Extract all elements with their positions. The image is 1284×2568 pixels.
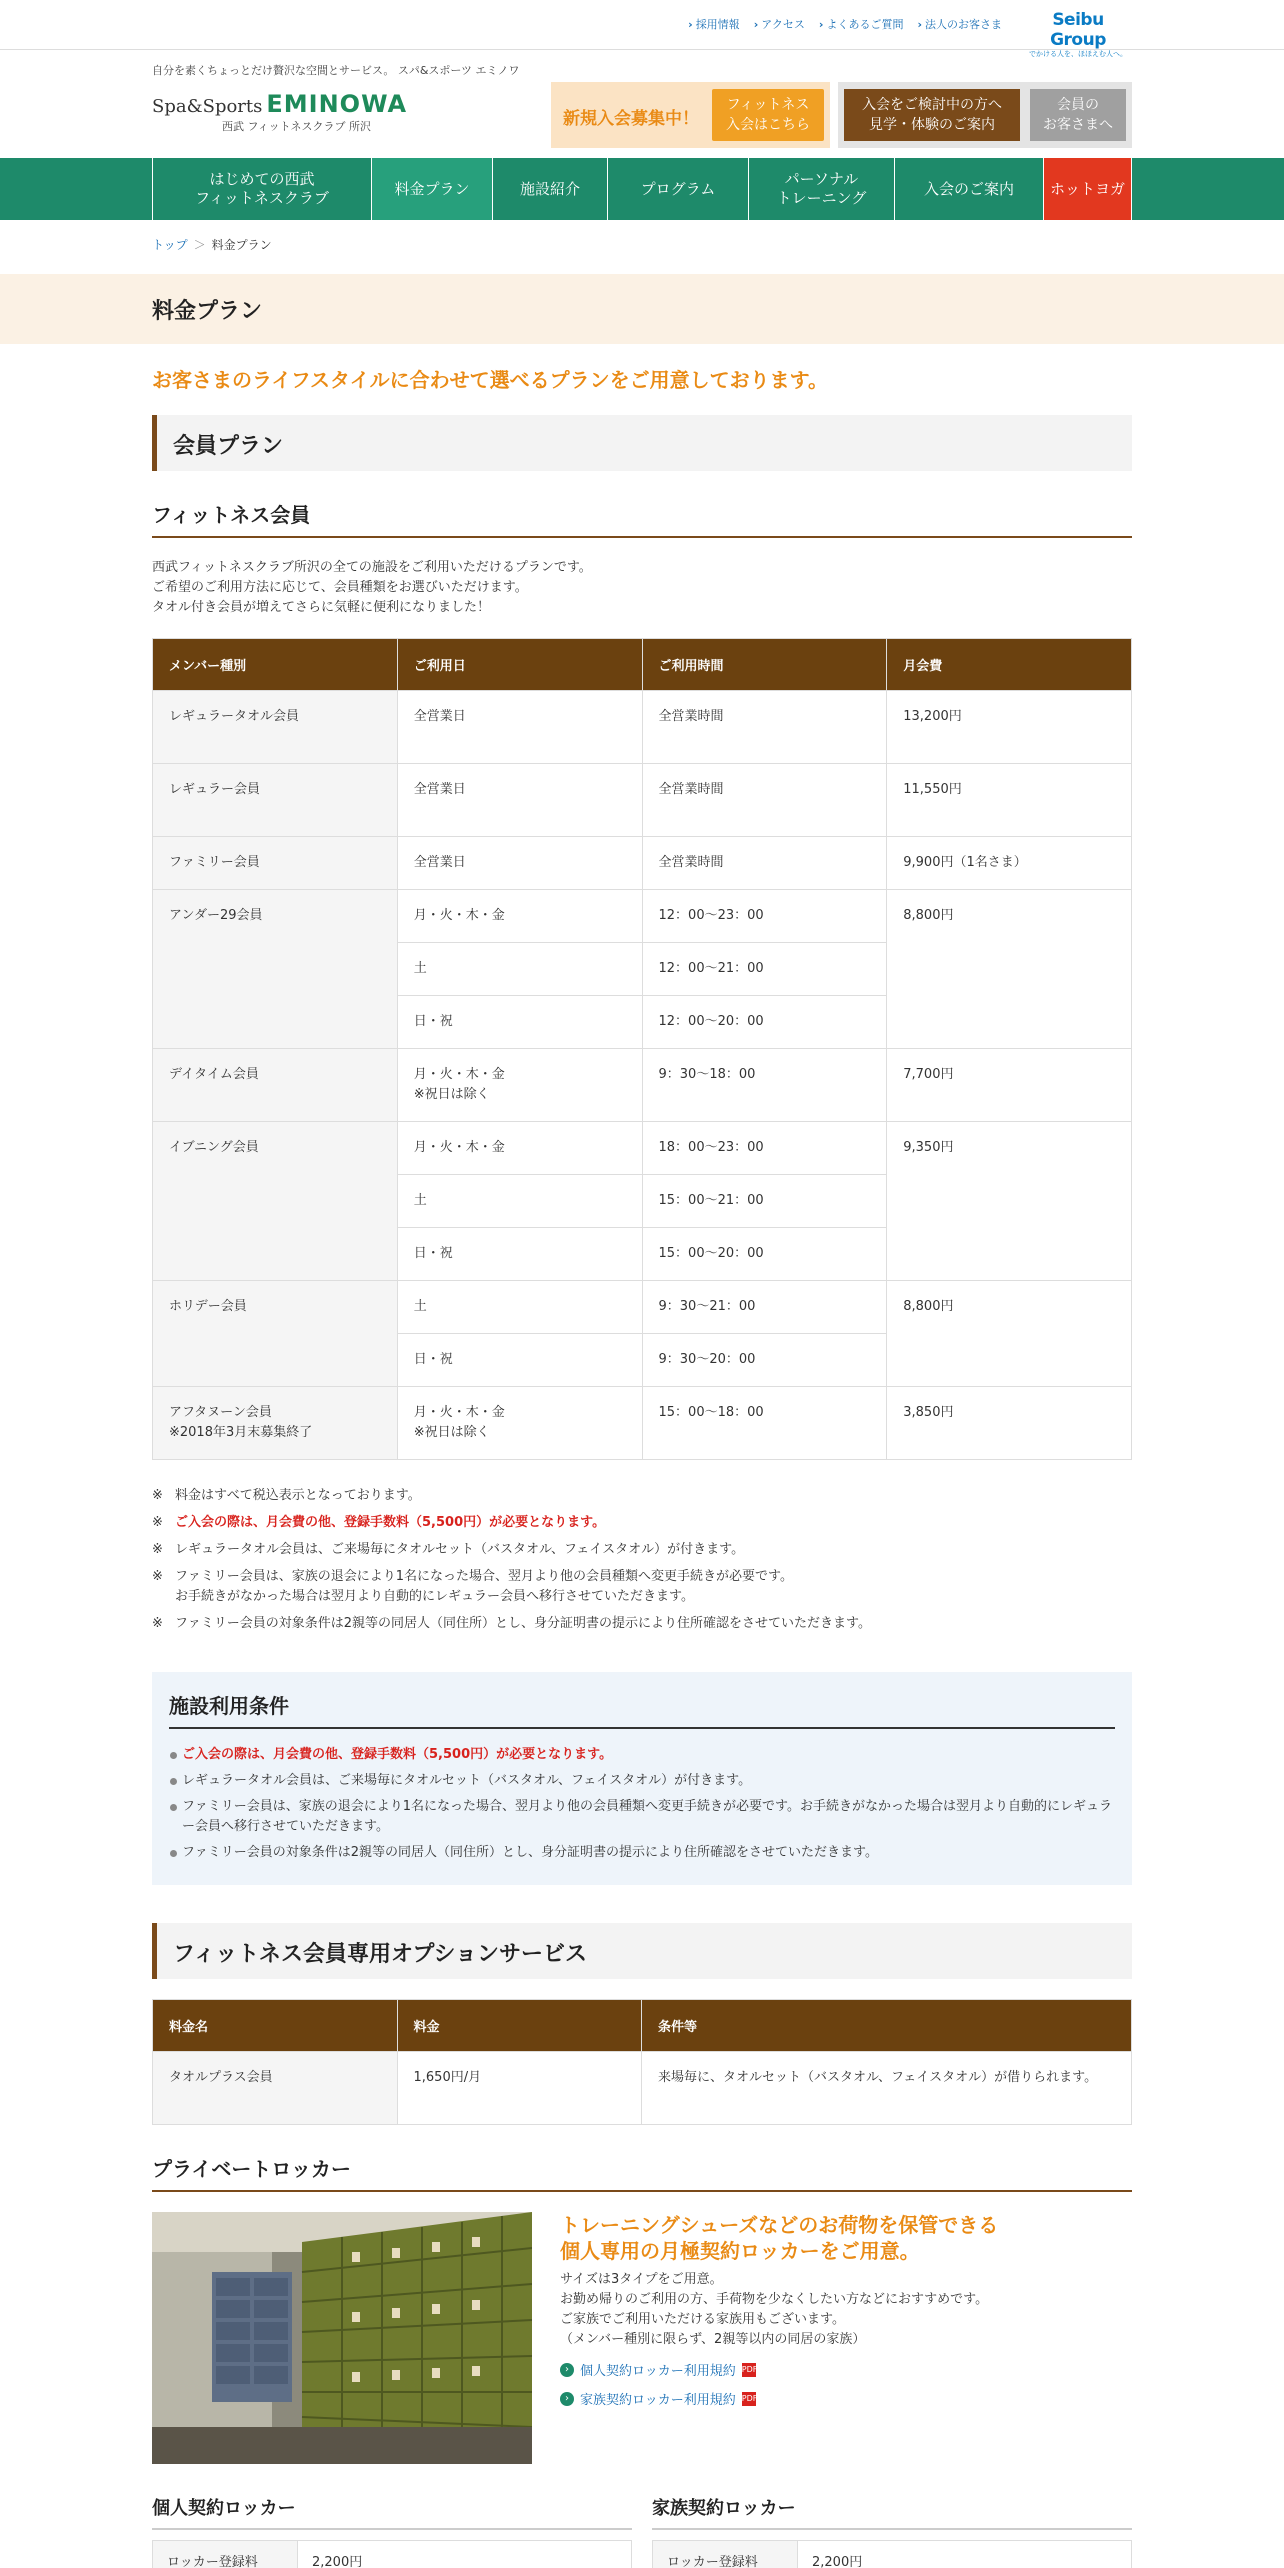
locker-desc: [560, 2270, 998, 2350]
main-content: [152, 364, 1132, 2568]
locker-price-tables: [152, 2494, 1132, 2568]
note-item: [152, 1540, 1132, 1560]
plan-time: 9：30～21：00: [642, 1281, 887, 1334]
plan-name-note: ※2018年3月末募集終了: [169, 1425, 313, 1440]
nav-label: ホットヨガ: [1049, 179, 1125, 198]
seibu-tagline: でかける人を、ほほえむ人へ。: [1029, 50, 1127, 58]
pdf-icon: PDF: [742, 2392, 756, 2406]
table-row: [153, 1049, 1132, 1122]
plan-day: 全営業日: [397, 691, 642, 764]
col-days: ご利用日: [397, 639, 642, 691]
top-bar: [0, 0, 1284, 58]
breadcrumb: [152, 220, 1132, 274]
condition-item: レギュラータオル会員は、ご来場毎にタオルセット（バスタオル、フェイスタオル）が付きます。: [169, 1771, 1115, 1791]
plan-day: 日・祝: [397, 1334, 642, 1387]
locker-desc-line: お勤め帰りのご利用の方、手荷物を少なくしたい方などにおすすめです。: [560, 2292, 989, 2307]
top-link-faq[interactable]: › よくあるご質問: [819, 16, 904, 32]
fitness-join-line2: 入会はこちら: [726, 117, 810, 133]
plan-day: 全営業日: [397, 764, 642, 837]
note-mark: ※: [152, 1542, 163, 1557]
locker-desc-line: （メンバー種別に限らず、2親等以内の同居の家族）: [560, 2332, 866, 2347]
plan-time: 全営業時間: [642, 837, 887, 890]
fitness-join-button[interactable]: [712, 89, 824, 141]
col-fee-name: 料金名: [153, 2000, 398, 2052]
nav-label: はじめての西武: [209, 170, 315, 188]
option-cond: 来場毎に、タオルセット（バスタオル、フェイスタオル）が借りられます。: [642, 2052, 1132, 2125]
tour-line1: 入会をご検討中の方へ: [862, 97, 1002, 113]
plan-time: 9：30～18：00: [642, 1049, 887, 1122]
plan-table: [152, 638, 1132, 1460]
reg-fee-value: 2,200円: [798, 2541, 1132, 2568]
plan-day: 土: [397, 943, 642, 996]
plan-time: 12：00～20：00: [642, 996, 887, 1049]
table-row: [153, 2052, 1132, 2125]
breadcrumb-home[interactable]: トップ: [152, 238, 188, 252]
plan-day: 日・祝: [397, 1228, 642, 1281]
plan-table-header: [153, 639, 1132, 691]
top-links: [688, 16, 1002, 32]
site-tagline: 自分を素くちょっとだけ贅沢な空間とサービス。 スパ&スポーツ エミノワ: [152, 64, 520, 77]
personal-locker-title: 個人契約ロッカー: [152, 2494, 632, 2530]
plan-time: 15：00～20：00: [642, 1228, 887, 1281]
locker-desc-line: ご家族でご利用いただける家族用もございます。: [560, 2312, 845, 2327]
plan-time: 12：00～21：00: [642, 943, 887, 996]
plan-fee: 9,900円（1名さま）: [887, 837, 1132, 890]
nav-item-personal-training[interactable]: [748, 158, 894, 220]
page-header: [0, 274, 1284, 344]
table-row: [153, 691, 1132, 764]
visitor-banner: [838, 82, 1132, 148]
table-row: [153, 764, 1132, 837]
note-item: [152, 1513, 1132, 1533]
nav-label: 入会のご案内: [923, 179, 1014, 198]
plan-fee: 9,350円: [887, 1122, 1132, 1281]
facility-conditions: [152, 1672, 1132, 1885]
fitness-join-line1: フィットネス: [726, 97, 810, 113]
plan-day: 土: [397, 1175, 642, 1228]
plan-name: アンダー29会員: [153, 890, 398, 1049]
lead-text: お客さまのライフスタイルに合わせて選べるプランをご用意しております。: [152, 368, 828, 392]
note-text: ファミリー会員は、家族の退会により1名になった場合、翌月より他の会員種類へ変更手続きが必要です。: [175, 1569, 793, 1584]
plan-name: イブニング会員: [153, 1122, 398, 1281]
condition-item: ご入会の際は、月会費の他、登録手数料（5,500円）が必要となります。: [169, 1745, 1115, 1765]
nav-label: プログラム: [640, 179, 716, 198]
plan-time: 18：00～23：00: [642, 1122, 887, 1175]
plan-day-line: 月・火・木・金: [413, 1067, 505, 1082]
top-link-corporate[interactable]: › 法人のお客さま: [917, 16, 1002, 32]
plan-day: [397, 1049, 642, 1122]
personal-locker-terms-link[interactable]: 個人契約ロッカー利用規約: [580, 2364, 736, 2379]
condition-item: ファミリー会員の対象条件は2親等の同居人（同住所）とし、身分証明書の提示により住所確認をさせていただきます。: [169, 1843, 1115, 1863]
locker-lead-line: トレーニングシューズなどのお荷物を保管できる: [560, 2213, 999, 2237]
brand-big: EMINOWA: [266, 90, 408, 118]
plan-time: 全営業時間: [642, 764, 887, 837]
note-text: ファミリー会員の対象条件は2親等の同居人（同住所）とし、身分証明書の提示により住所確認をさせていただきます。: [175, 1616, 871, 1631]
plan-name: ホリデー会員: [153, 1281, 398, 1387]
intro-line: ご希望のご利用方法に応じて、会員種類をお選びいただけます。: [152, 580, 528, 595]
plan-time: 15：00～18：00: [642, 1387, 887, 1460]
col-fee: 料金: [397, 2000, 642, 2052]
intro-line: 西武フィットネスクラブ所沢の全ての施設をご利用いただけるプランです。: [152, 560, 592, 575]
nav-item-program[interactable]: [607, 158, 748, 220]
plan-notes: [152, 1486, 1132, 1634]
table-row: [153, 2541, 632, 2568]
reg-fee-value: 2,200円: [298, 2541, 632, 2568]
fitness-title: フィットネス会員: [152, 499, 1132, 538]
note-text: レギュラータオル会員は、ご来場毎にタオルセット（バスタオル、フェイスタオル）が付きます。: [175, 1542, 745, 1557]
plan-day: [397, 1387, 642, 1460]
intro-line: タオル付き会員が増えてさらに気軽に便利になりました！: [152, 600, 491, 615]
locker-text: [560, 2212, 998, 2464]
nav-item-hot-yoga[interactable]: [1043, 158, 1132, 220]
family-locker-col: [652, 2494, 1132, 2568]
note-mark: ※: [152, 1488, 163, 1503]
plan-name: レギュラータオル会員: [153, 691, 398, 764]
note-mark: ※: [152, 1569, 163, 1584]
table-row: [153, 1122, 1132, 1175]
locker-photo-image: [152, 2212, 532, 2464]
arrow-right-icon: ›: [560, 2392, 574, 2406]
family-locker-title: 家族契約ロッカー: [652, 2494, 1132, 2530]
option-title: フィットネス会員専用オプションサービス: [152, 1923, 1132, 1979]
personal-locker-table: [152, 2540, 632, 2568]
member-line1: 会員の: [1057, 97, 1099, 113]
tour-trial-button[interactable]: [844, 89, 1020, 141]
locker-links: [560, 2360, 998, 2408]
nav-label: 料金プラン: [394, 179, 470, 198]
locker-photo: [152, 2212, 532, 2464]
locker-desc-line: サイズは3タイプをご用意。: [560, 2272, 723, 2287]
nav-label: パーソナル: [784, 170, 859, 188]
member-button[interactable]: [1030, 89, 1126, 141]
plan-day-note: ※祝日は除く: [413, 1425, 490, 1440]
fitness-intro: [152, 558, 1132, 618]
nav-label: トレーニング: [776, 189, 867, 207]
note-mark: ※: [152, 1616, 163, 1631]
plan-fee: 7,700円: [887, 1049, 1132, 1122]
option-table: [152, 1999, 1132, 2125]
brand-logo[interactable]: [152, 90, 452, 134]
note-mark: ※: [152, 1515, 163, 1530]
plan-name: デイタイム会員: [153, 1049, 398, 1122]
plan-fee: 13,200円: [887, 691, 1132, 764]
locker-lead: [560, 2212, 998, 2264]
top-link-recruit[interactable]: › 採用情報: [688, 16, 740, 32]
tour-line2: 見学・体験のご案内: [869, 117, 995, 133]
site-header: [152, 50, 1132, 158]
table-row: [153, 1387, 1132, 1460]
option-name: タオルプラス会員: [153, 2052, 398, 2125]
nav-item-join-guide[interactable]: [894, 158, 1043, 220]
nav-label: フィットネスクラブ: [195, 189, 329, 207]
plan-day: 土: [397, 1281, 642, 1334]
condition-item: ファミリー会員は、家族の退会により1名になった場合、翌月より他の会員種類へ変更手続きが必要です。お手続きがなかった場合は翌月より自動的にレギュラー会員へ移行させていただきます。: [169, 1797, 1115, 1837]
locker-link-family-row: [560, 2389, 998, 2408]
brand-sub: 西武 フィットネスクラブ 所沢: [222, 120, 372, 133]
personal-locker-col: [152, 2494, 632, 2568]
note-item: [152, 1486, 1132, 1506]
table-row: [153, 837, 1132, 890]
plan-name: [153, 1387, 398, 1460]
top-link-access[interactable]: › アクセス: [754, 16, 805, 32]
locker-link-personal-row: [560, 2360, 998, 2379]
family-locker-terms-link[interactable]: 家族契約ロッカー利用規約: [580, 2393, 736, 2408]
plan-time: 15：00～21：00: [642, 1175, 887, 1228]
option-table-header: [153, 2000, 1132, 2052]
recruit-banner: [551, 82, 830, 148]
table-row: [653, 2541, 1132, 2568]
reg-fee-label: ロッカー登録料: [653, 2541, 798, 2568]
nav-item-first-time[interactable]: [152, 158, 371, 220]
col-hours: ご利用時間: [642, 639, 887, 691]
pdf-icon: PDF: [742, 2363, 756, 2377]
table-row: [153, 1281, 1132, 1334]
note-item: [152, 1614, 1132, 1634]
page-title: 料金プラン: [152, 299, 263, 324]
note-text: 料金はすべて税込表示となっております。: [175, 1488, 421, 1503]
conditions-title: 施設利用条件: [169, 1690, 1115, 1729]
arrow-right-icon: ›: [560, 2363, 574, 2377]
plan-name: レギュラー会員: [153, 764, 398, 837]
plan-day: 日・祝: [397, 996, 642, 1049]
note-text: お手続きがなかった場合は翌月より自動的にレギュラー会員へ移行させていただきます。: [175, 1589, 694, 1604]
col-conditions: 条件等: [642, 2000, 1132, 2052]
plan-day-line: 月・火・木・金: [413, 1405, 505, 1420]
recruit-text: 新規入会募集中！: [563, 109, 699, 129]
option-fee: 1,650円/月: [397, 2052, 642, 2125]
plan-day-note: ※祝日は除く: [413, 1087, 490, 1102]
note-text-important: ご入会の際は、月会費の他、登録手数料（5,500円）が必要となります。: [175, 1515, 606, 1530]
col-monthly-fee: 月会費: [887, 639, 1132, 691]
family-locker-table: [652, 2540, 1132, 2568]
plan-time: 9：30～20：00: [642, 1334, 887, 1387]
plan-name: ファミリー会員: [153, 837, 398, 890]
reg-fee-label: ロッカー登録料: [153, 2541, 298, 2568]
global-nav: [0, 158, 1284, 220]
plan-day: 月・火・木・金: [397, 1122, 642, 1175]
locker-section: [152, 2212, 1132, 2464]
plan-time: 全営業時間: [642, 691, 887, 764]
nav-item-facility[interactable]: [492, 158, 607, 220]
nav-label: 施設紹介: [519, 179, 580, 198]
member-line2: お客さまへ: [1043, 117, 1113, 133]
breadcrumb-separator: ＞: [193, 238, 206, 252]
seibu-logo-text: Seibu Group: [1050, 10, 1106, 50]
nav-item-price[interactable]: [371, 158, 492, 220]
plan-time: 12：00～23：00: [642, 890, 887, 943]
locker-title: プライベートロッカー: [152, 2153, 1132, 2192]
table-row: [153, 890, 1132, 943]
plan-fee: 8,800円: [887, 1281, 1132, 1387]
breadcrumb-current: 料金プラン: [211, 238, 272, 252]
section-title: 会員プラン: [152, 415, 1132, 471]
plan-day: 全営業日: [397, 837, 642, 890]
plan-day: 月・火・木・金: [397, 890, 642, 943]
brand-small: Spa&Sports: [152, 96, 263, 117]
plan-name-line: アフタヌーン会員: [169, 1405, 272, 1420]
plan-fee: 3,850円: [887, 1387, 1132, 1460]
note-item: [152, 1567, 1132, 1607]
locker-lead-line: 個人専用の月極契約ロッカーをご用意。: [560, 2239, 920, 2263]
plan-fee: 8,800円: [887, 890, 1132, 1049]
col-member-type: メンバー種別: [153, 639, 398, 691]
plan-fee: 11,550円: [887, 764, 1132, 837]
